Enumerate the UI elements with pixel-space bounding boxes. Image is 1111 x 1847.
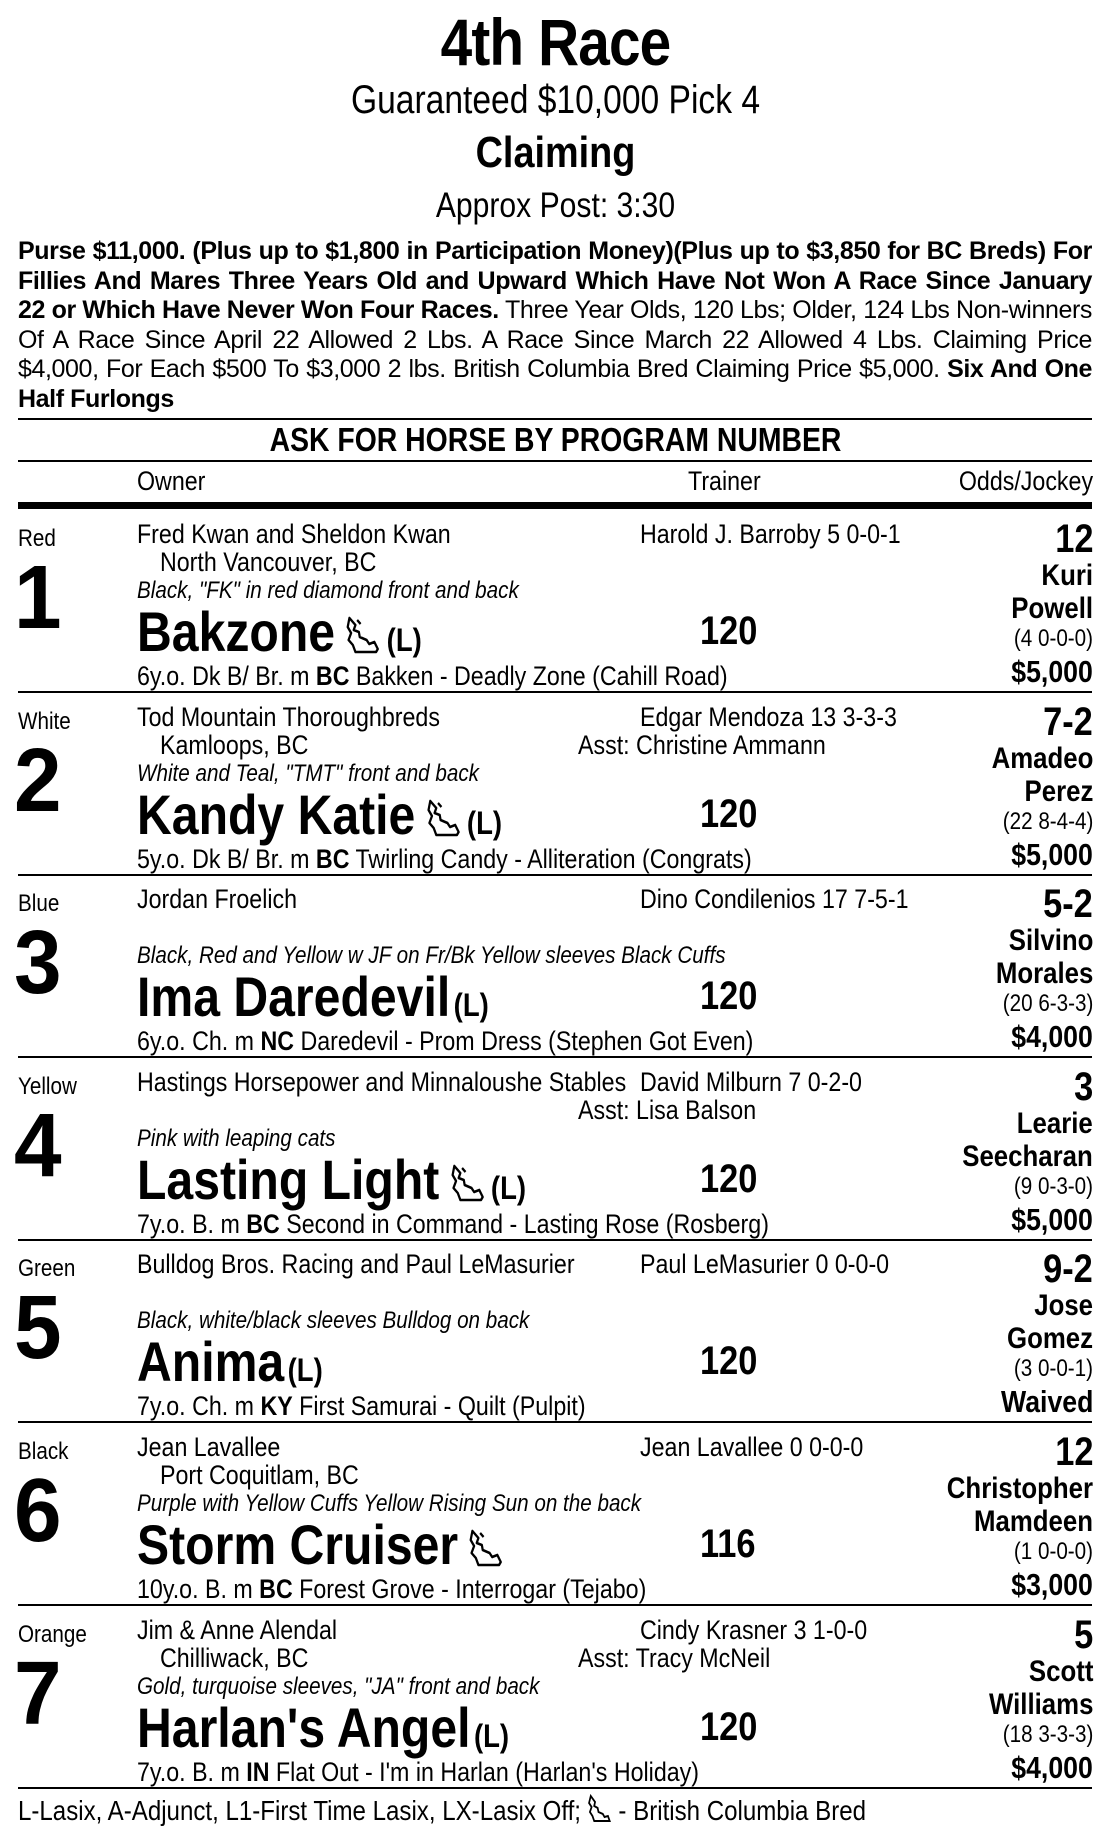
- claiming-price: $5,000: [1011, 1201, 1093, 1237]
- assistant-trainer: Asst: Christine Ammann: [578, 729, 826, 760]
- program-number: 2: [14, 730, 62, 831]
- jockey-record: (3 0-0-1): [1013, 1355, 1093, 1383]
- bc-bred-icon: [439, 1148, 487, 1211]
- age-sex: 5y.o. Dk B/ Br. m: [137, 843, 316, 874]
- horse-name: Ima Daredevil: [137, 965, 451, 1029]
- pedigree: Daredevil - Prom Dress (Stephen Got Even): [293, 1026, 754, 1057]
- pedigree-line: [137, 661, 728, 692]
- horse-name: Bakzone: [137, 600, 336, 663]
- trainer-column-header: Trainer: [688, 466, 761, 496]
- jockey-record: (4 0-0-0): [1013, 625, 1093, 652]
- jockey-last-name: Williams: [988, 1687, 1093, 1721]
- jockey-name: [989, 1655, 1093, 1721]
- claiming-price: $5,000: [1011, 654, 1093, 689]
- weight: 120: [700, 1156, 758, 1201]
- program-number: 6: [14, 1461, 62, 1561]
- lasix-indicator: (L): [490, 1169, 527, 1206]
- program-number: 1: [14, 548, 62, 648]
- pedigree-line: [137, 1391, 586, 1422]
- entry-divider: [18, 1787, 1092, 1789]
- horse-name: Storm Cruiser: [137, 1513, 459, 1576]
- race-title: 4th Race: [440, 5, 671, 79]
- owner-location: Port Coquitlam, BC: [160, 1460, 359, 1490]
- trainer-name: David Milburn 7 0-2-0: [640, 1066, 862, 1097]
- pedigree: Twirling Candy - Alliteration (Congrats): [349, 843, 752, 874]
- age-sex: 7y.o. B. m: [137, 1756, 247, 1787]
- owner-name: Bulldog Bros. Racing and Paul LeMasurier: [137, 1249, 575, 1280]
- jockey-first-name: Silvino: [1008, 924, 1093, 958]
- pedigree-line: [137, 1026, 753, 1057]
- trainer-name: Dino Condilenios 17 7-5-1: [640, 884, 909, 915]
- saddle-cloth-color: White: [18, 707, 71, 735]
- owner-name: Hastings Horsepower and Minnaloushe Stables: [137, 1066, 627, 1097]
- bc-bred-legend: - British Columbia Bred: [611, 1795, 867, 1826]
- silks-description: White and Teal, "TMT" front and back: [137, 759, 479, 787]
- bred-state: IN: [246, 1756, 270, 1787]
- jockey-first-name: Scott: [1028, 1654, 1093, 1688]
- column-header-divider: [18, 502, 1092, 509]
- program-number: 5: [14, 1278, 62, 1379]
- bred-state: BC: [315, 843, 350, 874]
- ask-header: ASK FOR HORSE BY PROGRAM NUMBER: [269, 421, 842, 458]
- pedigree-line: [137, 1574, 646, 1605]
- jockey-first-name: Learie: [1016, 1106, 1093, 1140]
- age-sex: 6y.o. Ch. m: [137, 1026, 261, 1057]
- lasix-indicator: (L): [386, 622, 422, 658]
- jockey-name: [1011, 559, 1093, 625]
- trainer-name: Jean Lavallee 0 0-0-0: [640, 1432, 864, 1462]
- odds-jockey-column-header: Odds/Jockey: [958, 466, 1093, 496]
- bc-bred-icon: [415, 783, 463, 846]
- pedigree-line: [137, 1757, 699, 1788]
- program-number: 7: [14, 1643, 62, 1744]
- bred-state: BC: [315, 661, 350, 691]
- morning-line-odds: 3: [1073, 1064, 1093, 1109]
- morning-line-odds: 12: [1054, 517, 1093, 561]
- jockey-last-name: Morales: [995, 957, 1093, 991]
- bc-bred-icon: [335, 600, 383, 663]
- jockey-record: (9 0-3-0): [1013, 1172, 1093, 1200]
- jockey-last-name: Mamdeen: [973, 1505, 1093, 1538]
- saddle-cloth-color: Black: [18, 1438, 69, 1465]
- entry-row: [0, 1241, 1111, 1423]
- ask-divider: [18, 460, 1092, 462]
- jockey-first-name: Amadeo: [991, 741, 1093, 775]
- race-conditions: [18, 237, 1092, 415]
- pedigree-line: [137, 1209, 769, 1240]
- horse-name: Kandy Katie: [137, 782, 416, 846]
- morning-line-odds: 5-2: [1043, 882, 1093, 927]
- program-number: 3: [14, 913, 62, 1014]
- owner-name: Tod Mountain Thoroughbreds: [137, 701, 440, 732]
- pedigree: First Samurai - Quilt (Pulpit): [292, 1391, 586, 1422]
- lasix-indicator: (L): [473, 1717, 510, 1754]
- horse-name: Harlan's Angel: [137, 1695, 471, 1759]
- trainer-name: Harold J. Barroby 5 0-0-1: [640, 519, 901, 549]
- jockey-name: [1007, 1289, 1093, 1355]
- silks-description: Purple with Yellow Cuffs Yellow Rising Sun on the back: [137, 1490, 642, 1517]
- saddle-cloth-color: Green: [18, 1255, 76, 1283]
- pedigree-line: [137, 844, 752, 875]
- owner-column-header: Owner: [137, 466, 206, 496]
- lasix-indicator: (L): [287, 1352, 323, 1389]
- silks-description: Gold, turquoise sleeves, "JA" front and back: [137, 1672, 540, 1700]
- weight: 120: [700, 791, 758, 836]
- jockey-name: [962, 1107, 1093, 1173]
- assistant-trainer: Asst: Tracy McNeil: [578, 1642, 771, 1673]
- lasix-indicator: (L): [466, 804, 503, 841]
- silks-description: Black, white/black sleeves Bulldog on back: [137, 1307, 530, 1335]
- saddle-cloth-color: Yellow: [18, 1072, 77, 1100]
- jockey-record: (22 8-4-4): [1002, 807, 1093, 835]
- entry-row: [0, 1607, 1111, 1789]
- morning-line-odds: 12: [1054, 1430, 1093, 1474]
- morning-line-odds: 7-2: [1043, 699, 1093, 744]
- owner-name: Fred Kwan and Sheldon Kwan: [137, 519, 451, 549]
- entry-row: [0, 876, 1111, 1058]
- race-type: Claiming: [475, 128, 636, 177]
- claiming-price: $3,000: [1011, 1567, 1093, 1602]
- age-sex: 10y.o. B. m: [137, 1574, 260, 1604]
- legend-text: L-Lasix, A-Adjunct, L1-First Time Lasix, LX-Lasix Off;: [18, 1795, 588, 1826]
- conditions-weights: Three Year Olds, 120 Lbs; Older, 124 Lbs Non-winners Of A Race Since April 22 Allowed 2 Lbs. A Race Since March 22 Allowed 4 Lbs. Claiming Price $4,000, For Each $500 To $3,000 2 lbs. British Columbia Bred Claiming Price $5,000.: [18, 296, 1092, 384]
- horse-name-line: [137, 1329, 323, 1394]
- legend-footer: [18, 1794, 866, 1827]
- claiming-price: $4,000: [1011, 1749, 1093, 1785]
- horse-name: Lasting Light: [137, 1147, 440, 1211]
- conditions-purse: Purse $11,000. (Plus up to $1,800 in Participation Money)(Plus up to $3,850 for BC Breds) For Fillies And Mares Three Years Old and Upward Which Have Not Won A Race Since January 22 or Which Have Never Won Four Races.: [18, 237, 1092, 325]
- horse-name-line: [137, 1512, 510, 1577]
- post-time: Approx Post: 3:30: [435, 186, 676, 225]
- jockey-record: (18 3-3-3): [1002, 1720, 1093, 1748]
- jockey-first-name: Kuri: [1041, 559, 1093, 592]
- weight: 120: [700, 609, 758, 653]
- jockey-first-name: Jose: [1034, 1289, 1093, 1323]
- saddle-cloth-color: Red: [18, 525, 56, 552]
- horse-name-line: [137, 782, 502, 847]
- age-sex: 7y.o. Ch. m: [137, 1391, 261, 1422]
- assistant-trainer: Asst: Lisa Balson: [578, 1094, 757, 1125]
- jockey-last-name: Powell: [1011, 592, 1093, 625]
- pedigree: Forest Grove - Interrogar (Tejabo): [292, 1574, 647, 1604]
- jockey-name: [995, 924, 1093, 990]
- morning-line-odds: 5: [1073, 1612, 1093, 1657]
- race-subtitle: Guaranteed $10,000 Pick 4: [350, 78, 761, 122]
- age-sex: 7y.o. B. m: [137, 1208, 247, 1239]
- entry-row: [0, 694, 1111, 876]
- bc-bred-icon: [588, 1795, 612, 1826]
- pedigree: Second in Command - Lasting Rose (Rosberg): [279, 1208, 769, 1239]
- silks-description: Black, Red and Yellow w JF on Fr/Bk Yellow sleeves Black Cuffs: [137, 942, 726, 970]
- owner-location: Chilliwack, BC: [160, 1642, 309, 1673]
- entry-row: [0, 1059, 1111, 1241]
- claiming-price: $5,000: [1011, 836, 1093, 872]
- silks-description: Pink with leaping cats: [137, 1124, 336, 1152]
- jockey-name: [947, 1472, 1093, 1538]
- jockey-last-name: Gomez: [1006, 1322, 1093, 1356]
- owner-name: Jordan Froelich: [137, 884, 298, 915]
- jockey-first-name: Christopher: [946, 1472, 1093, 1505]
- horse-name-line: [137, 964, 489, 1029]
- owner-location: North Vancouver, BC: [160, 547, 377, 577]
- pedigree: Bakken - Deadly Zone (Cahill Road): [349, 661, 728, 691]
- horse-name-line: [137, 599, 422, 664]
- claiming-price: Waived: [1000, 1384, 1093, 1420]
- horse-name-line: [137, 1147, 526, 1212]
- jockey-name: [991, 742, 1093, 808]
- jockey-record: (20 6-3-3): [1002, 990, 1093, 1018]
- bred-state: KY: [260, 1391, 293, 1422]
- claiming-price: $4,000: [1011, 1019, 1093, 1055]
- jockey-record: (1 0-0-0): [1013, 1538, 1093, 1565]
- lasix-indicator: (L): [453, 987, 489, 1024]
- header-divider: [18, 418, 1092, 420]
- entry-row: [0, 511, 1111, 693]
- entry-row: [0, 1424, 1111, 1606]
- owner-name: Jim & Anne Alendal: [137, 1614, 338, 1645]
- bred-state: BC: [246, 1208, 280, 1239]
- horse-name: Anima: [137, 1330, 285, 1394]
- morning-line-odds: 9-2: [1043, 1247, 1093, 1292]
- bc-bred-icon: [458, 1513, 506, 1576]
- jockey-last-name: Perez: [1024, 774, 1093, 808]
- owner-name: Jean Lavallee: [137, 1432, 281, 1462]
- program-number: 4: [14, 1095, 62, 1196]
- jockey-last-name: Seecharan: [962, 1139, 1093, 1173]
- weight: 120: [700, 974, 758, 1019]
- conditions-distance: Six And One Half Furlongs: [18, 355, 1092, 413]
- owner-location: Kamloops, BC: [160, 729, 309, 760]
- weight: 120: [700, 1704, 758, 1749]
- bred-state: BC: [259, 1574, 293, 1604]
- weight: 116: [700, 1522, 756, 1566]
- silks-description: Black, "FK" in red diamond front and back: [137, 577, 519, 604]
- age-sex: 6y.o. Dk B/ Br. m: [137, 661, 316, 691]
- weight: 120: [700, 1339, 758, 1384]
- trainer-name: Paul LeMasurier 0 0-0-0: [640, 1249, 890, 1280]
- saddle-cloth-color: Blue: [18, 890, 60, 918]
- trainer-name: Cindy Krasner 3 1-0-0: [640, 1614, 868, 1645]
- bred-state: NC: [260, 1026, 294, 1057]
- pedigree: Flat Out - I'm in Harlan (Harlan's Holiday): [269, 1756, 700, 1787]
- saddle-cloth-color: Orange: [18, 1620, 87, 1648]
- horse-name-line: [137, 1695, 509, 1760]
- trainer-name: Edgar Mendoza 13 3-3-3: [640, 701, 897, 732]
